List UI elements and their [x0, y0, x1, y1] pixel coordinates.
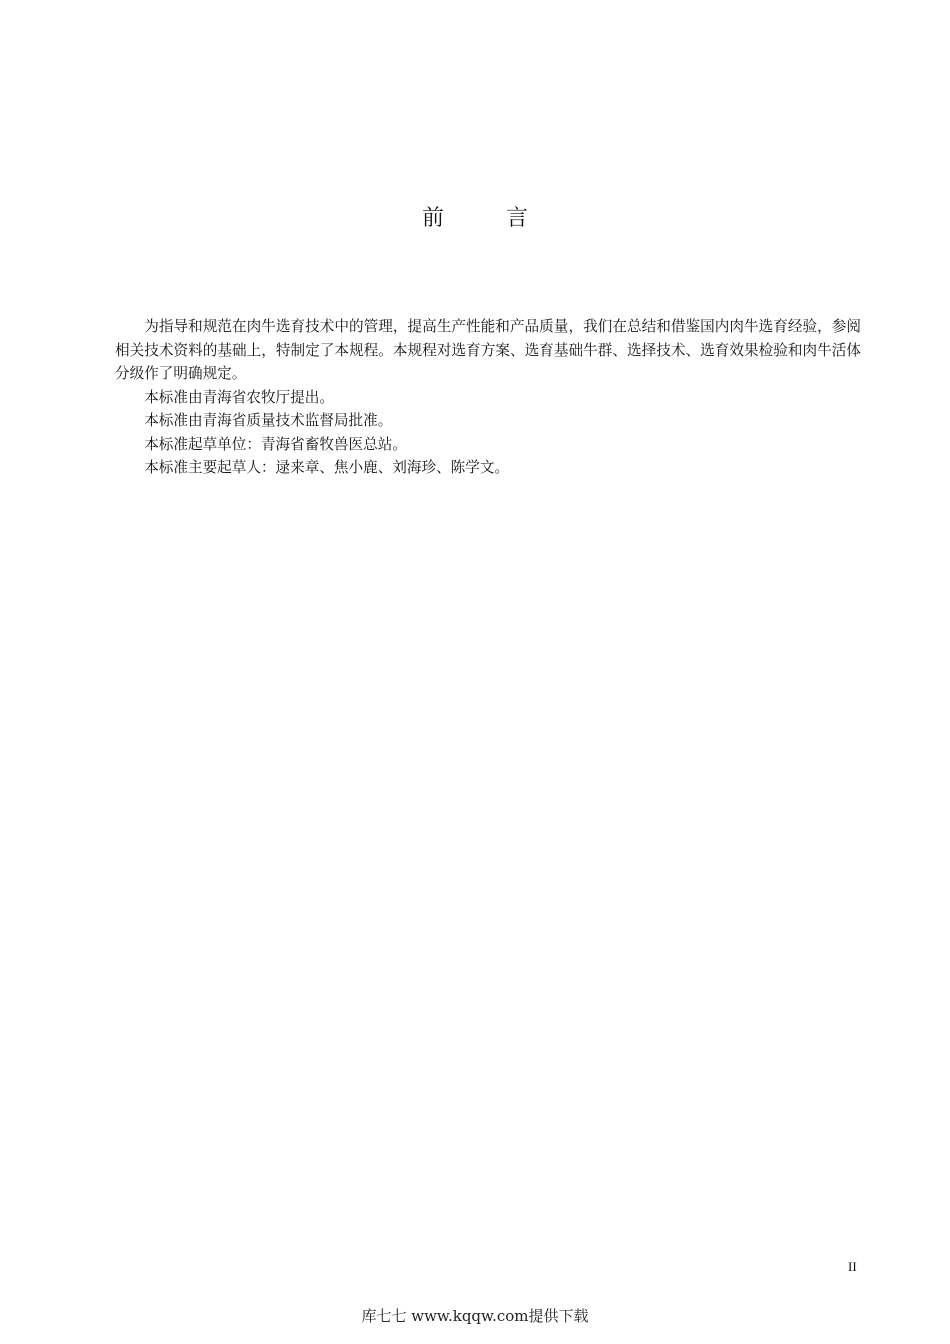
foreword-body	[115, 315, 861, 480]
paragraph-intro: 为指导和规范在肉牛选育技术中的管理，提高生产性能和产品质量，我们在总结和借鉴国内肉牛选育经验，参阅相关技术资料的基础上，特制定了本规程。本规程对选育方案、选育基础牛群、选择技术、选育效果检验和肉牛活体分级作了明确规定。	[115, 318, 861, 382]
paragraph-proposer: 本标准由青海省农牧厅提出。	[144, 388, 334, 406]
page-title	[0, 204, 950, 234]
paragraph-drafting-unit: 本标准起草单位：青海省畜牧兽医总站。	[144, 435, 407, 453]
paragraph-approver: 本标准由青海省质量技术监督局批准。	[144, 412, 393, 429]
paragraph-drafters: 本标准主要起草人：逯来章、焦小鹿、刘海珍、陈学文。	[144, 459, 510, 476]
download-footer: 库七七 www.kqqw.com提供下载	[361, 1307, 589, 1325]
title-char-1: 前	[421, 206, 444, 231]
page-number: II	[848, 1259, 857, 1274]
title-char-2: 言	[506, 206, 529, 231]
